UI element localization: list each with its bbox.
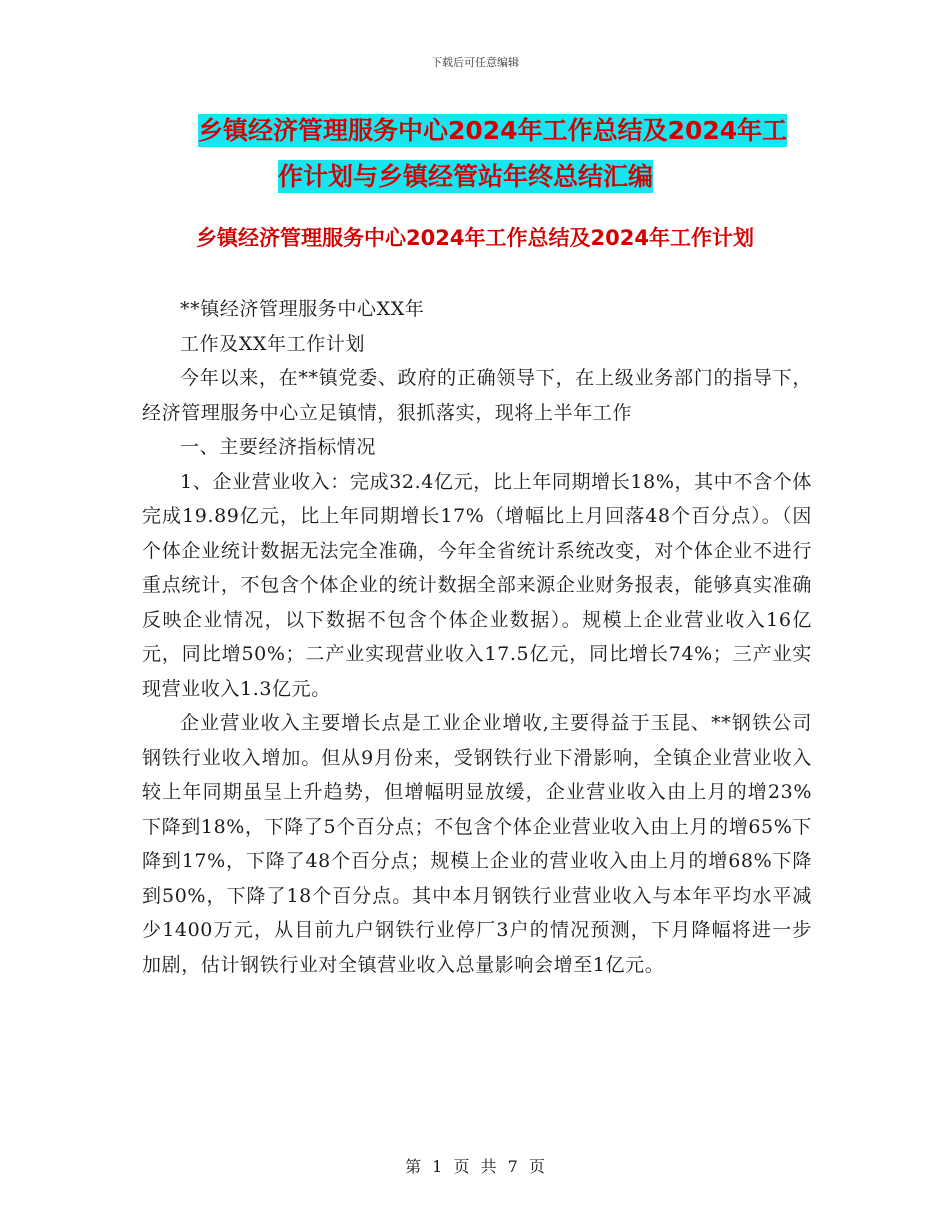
page-number-footer: 第 1 页 共 7 页 [405,1157,545,1176]
paragraph: 今年以来，在**镇党委、政府的正确领导下，在上级业务部门的指导下，经济管理服务中心立足镇情，狠抓落实，现将上半年工作 [142,367,812,424]
header-note: 下载后可任意编辑 [431,56,519,69]
main-title-line-2: 作计划与乡镇经管站年终总结汇编 [278,162,654,191]
paragraph: 1、企业营业收入：完成32.4亿元，比上年同期增长18%，其中不含个体完成19.89亿元，比上年同期增长17%（增幅比上月回落48个百分点）。（因个体企业统计数据无法完全准确，今年全省统计系统改变，对个体企业不进行重点统计，不包含个体企业的统计数据全部来源企业财务报表，能够真实准确反映企业情况，以下数据不包含个体企业数据）。规模上企业营业收入16亿元，同比增50%；二产业实现营业收入17.5亿元，同比增长74%；三产业实现营业收入1.3亿元。 [142,470,812,700]
main-title [160,108,820,200]
section-title: 乡镇经济管理服务中心2024年工作总结及2024年工作计划 [196,226,754,250]
paragraph: 一、主要经济指标情况 [180,436,377,458]
main-title-line-1: 乡镇经济管理服务中心2024年工作总结及2024年工 [198,116,788,145]
paragraph: 工作及XX年工作计划 [180,332,366,355]
paragraph: 企业营业收入主要增长点是工业企业增收,主要得益于玉昆、**钢铁公司钢铁行业收入增加。但从9月份来，受钢铁行业下滑影响，全镇企业营业收入较上年同期虽呈上升趋势，但增幅明显放缓，企业营业收入由上月的增23%下降到18%，下降了5个百分点；不包含个体企业营业收入由上月的增65%下降到17%，下降了48个百分点；规模上企业的营业收入由上月的增68%下降到50%，下降了18个百分点。其中本月钢铁行业营业收入与本年平均水平减少1400万元，从目前九户钢铁行业停厂3户的情况预测，下月降幅将进一步加剧，估计钢铁行业对全镇营业收入总量影响会增至1亿元。 [142,712,812,976]
paragraph: **镇经济管理服务中心XX年 [180,298,425,320]
body-text [142,292,812,982]
